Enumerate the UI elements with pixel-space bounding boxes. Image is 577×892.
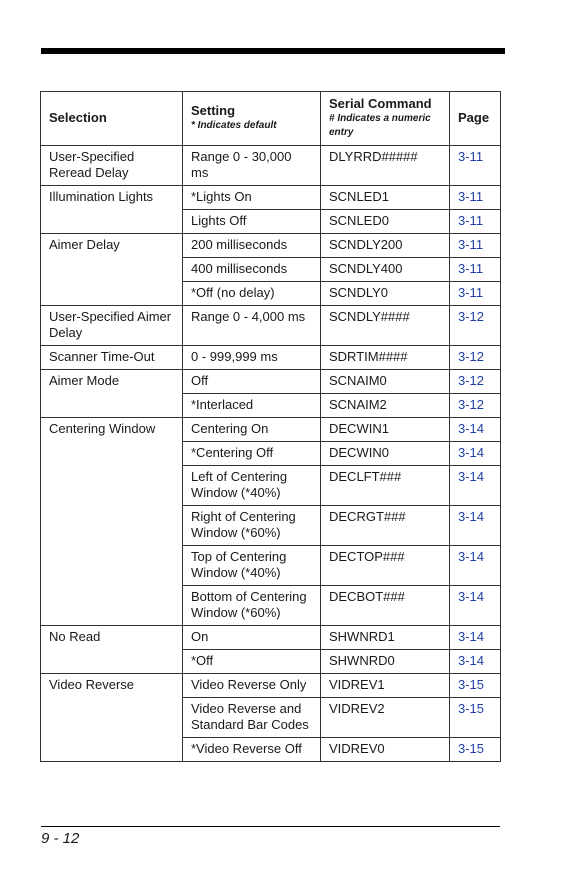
page-reference[interactable]: 3-11 [450, 186, 501, 210]
page-number: 9 - 12 [41, 830, 80, 847]
command-cell: DECRGT### [321, 506, 450, 546]
setting-cell: 0 - 999,999 ms [183, 346, 321, 370]
selection-cell [41, 210, 183, 234]
selection-cell: Centering Window [41, 418, 183, 442]
table-row [41, 210, 501, 234]
selection-cell [41, 282, 183, 306]
default-note: * Indicates default [191, 120, 277, 131]
selection-cell [41, 442, 183, 466]
setting-cell: Off [183, 370, 321, 394]
page-reference[interactable]: 3-12 [450, 346, 501, 370]
command-cell: DLYRRD##### [321, 146, 450, 186]
table-row [41, 738, 501, 762]
selection-cell: User-Specified Reread Delay [41, 146, 183, 186]
page-reference[interactable]: 3-14 [450, 650, 501, 674]
setting-cell: 200 milliseconds [183, 234, 321, 258]
table-row [41, 586, 501, 626]
command-cell: SHWNRD0 [321, 650, 450, 674]
setting-cell: *Lights On [183, 186, 321, 210]
setting-cell: *Centering Off [183, 442, 321, 466]
page-reference[interactable]: 3-11 [450, 146, 501, 186]
command-header: Serial Command # Indicates a numeric entry [321, 92, 450, 146]
setting-cell: *Video Reverse Off [183, 738, 321, 762]
selection-cell: Video Reverse [41, 674, 183, 698]
page-reference[interactable]: 3-14 [450, 546, 501, 586]
footer-rule [41, 826, 500, 827]
page-reference[interactable]: 3-14 [450, 506, 501, 546]
command-cell: DECWIN0 [321, 442, 450, 466]
command-cell: DECTOP### [321, 546, 450, 586]
command-cell: SCNAIM2 [321, 394, 450, 418]
setting-cell: Range 0 - 4,000 ms [183, 306, 321, 346]
page-reference[interactable]: 3-14 [450, 466, 501, 506]
setting-header: Setting * Indicates default [183, 92, 321, 146]
setting-cell: *Off [183, 650, 321, 674]
table-row [41, 674, 501, 698]
numeric-entry-note: # Indicates a numeric entry [329, 113, 431, 138]
command-cell: DECWIN1 [321, 418, 450, 442]
serial-command-table [40, 91, 501, 762]
command-cell: SCNDLY200 [321, 234, 450, 258]
selection-cell [41, 738, 183, 762]
table-row [41, 234, 501, 258]
command-cell: SCNDLY#### [321, 306, 450, 346]
table-row [41, 506, 501, 546]
page-reference[interactable]: 3-12 [450, 394, 501, 418]
selection-cell [41, 466, 183, 506]
command-cell: SCNLED1 [321, 186, 450, 210]
table-row [41, 146, 501, 186]
setting-cell: Bottom of Centering Window (*60%) [183, 586, 321, 626]
page-reference[interactable]: 3-12 [450, 306, 501, 346]
page-reference[interactable]: 3-14 [450, 586, 501, 626]
page-reference[interactable]: 3-15 [450, 698, 501, 738]
table-row [41, 442, 501, 466]
setting-cell: Range 0 - 30,000 ms [183, 146, 321, 186]
selection-cell [41, 650, 183, 674]
page-reference[interactable]: 3-11 [450, 258, 501, 282]
table-row [41, 546, 501, 586]
command-cell: SCNLED0 [321, 210, 450, 234]
table-row [41, 394, 501, 418]
setting-cell: Top of Centering Window (*40%) [183, 546, 321, 586]
table-header-row [41, 92, 501, 146]
setting-cell: On [183, 626, 321, 650]
table-row [41, 346, 501, 370]
selection-cell [41, 546, 183, 586]
page-reference[interactable]: 3-14 [450, 442, 501, 466]
command-cell: DECBOT### [321, 586, 450, 626]
table-row [41, 186, 501, 210]
selection-cell [41, 698, 183, 738]
setting-cell: Video Reverse Only [183, 674, 321, 698]
setting-cell: Centering On [183, 418, 321, 442]
command-cell: VIDREV1 [321, 674, 450, 698]
setting-cell: 400 milliseconds [183, 258, 321, 282]
selection-cell: Aimer Mode [41, 370, 183, 394]
table-row [41, 418, 501, 442]
selection-cell [41, 586, 183, 626]
setting-cell: Right of Centering Window (*60%) [183, 506, 321, 546]
setting-cell: Lights Off [183, 210, 321, 234]
setting-cell: *Off (no delay) [183, 282, 321, 306]
page-reference[interactable]: 3-14 [450, 418, 501, 442]
page-reference[interactable]: 3-11 [450, 234, 501, 258]
command-cell: VIDREV2 [321, 698, 450, 738]
setting-cell: Left of Centering Window (*40%) [183, 466, 321, 506]
selection-cell [41, 506, 183, 546]
page-reference[interactable]: 3-12 [450, 370, 501, 394]
command-cell: SCNDLY400 [321, 258, 450, 282]
command-cell: SDRTIM#### [321, 346, 450, 370]
setting-cell: *Interlaced [183, 394, 321, 418]
table-row [41, 650, 501, 674]
selection-header: Selection [41, 92, 183, 146]
selection-cell: User-Specified Aimer Delay [41, 306, 183, 346]
command-cell: VIDREV0 [321, 738, 450, 762]
selection-cell [41, 394, 183, 418]
command-cell: SCNAIM0 [321, 370, 450, 394]
table-row [41, 698, 501, 738]
table-row [41, 466, 501, 506]
setting-cell: Video Reverse and Standard Bar Codes [183, 698, 321, 738]
table-row [41, 258, 501, 282]
command-cell: SCNDLY0 [321, 282, 450, 306]
command-cell: SHWNRD1 [321, 626, 450, 650]
selection-cell: Aimer Delay [41, 234, 183, 258]
table-row [41, 282, 501, 306]
page-reference[interactable]: 3-15 [450, 674, 501, 698]
selection-cell: Scanner Time-Out [41, 346, 183, 370]
page-reference[interactable]: 3-15 [450, 738, 501, 762]
table-row [41, 370, 501, 394]
command-cell: DECLFT### [321, 466, 450, 506]
selection-cell [41, 258, 183, 282]
selection-cell: Illumination Lights [41, 186, 183, 210]
page-reference[interactable]: 3-14 [450, 626, 501, 650]
table-row [41, 306, 501, 346]
page-reference[interactable]: 3-11 [450, 282, 501, 306]
selection-cell: No Read [41, 626, 183, 650]
page-header: Page [450, 92, 501, 146]
header-rule [41, 48, 505, 54]
table-row [41, 626, 501, 650]
page-reference[interactable]: 3-11 [450, 210, 501, 234]
